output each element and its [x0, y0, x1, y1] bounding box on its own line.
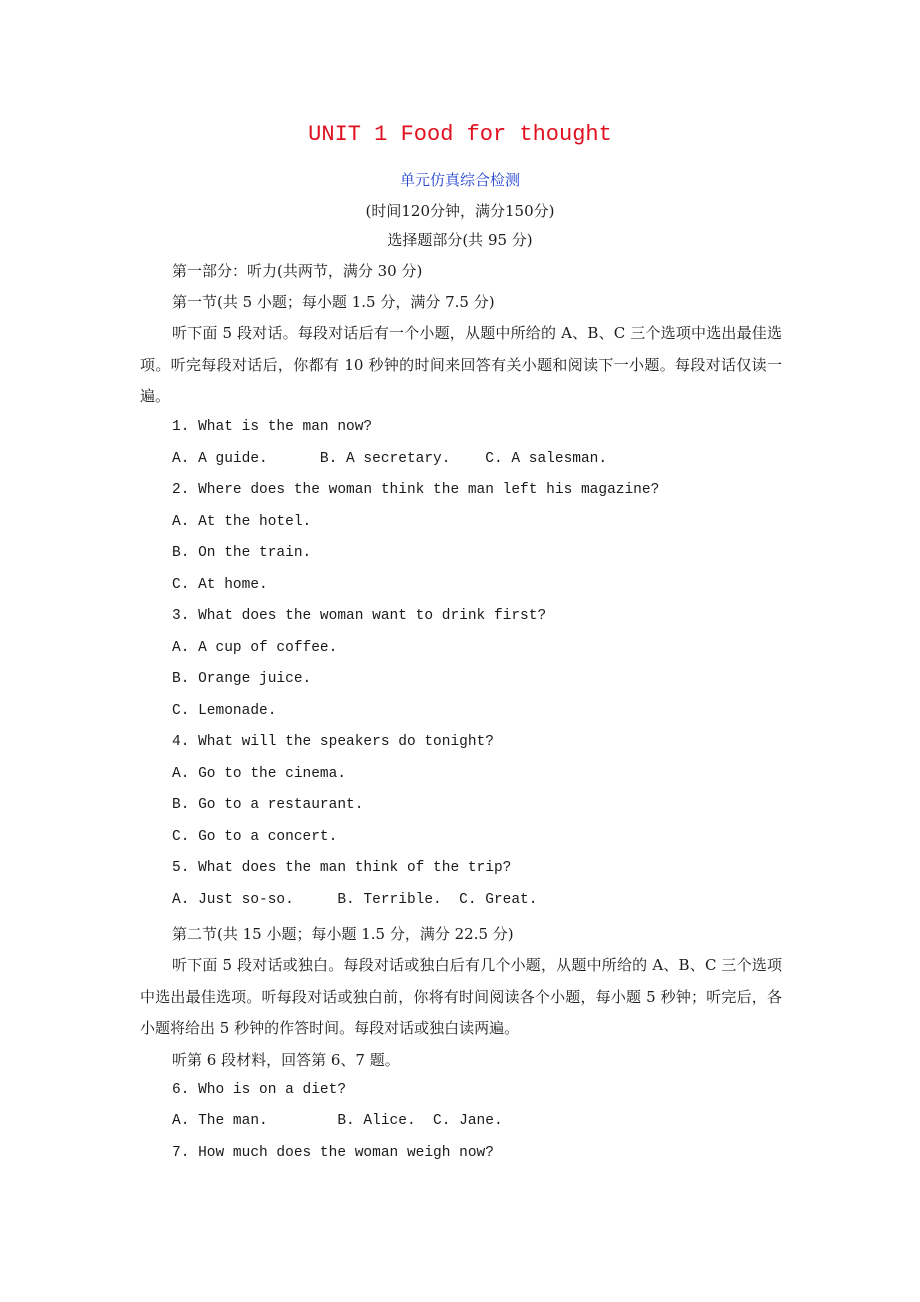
part1-heading: 第一部分：听力(共两节，满分 30 分) — [172, 262, 423, 280]
question-2-option-b: B. On the train. — [172, 545, 312, 561]
question-2-option-a: A. At the hotel. — [172, 514, 312, 530]
exam-subtitle: 单元仿真综合检测 — [399, 171, 520, 189]
section-title: 选择题部分(共 95 分) — [387, 231, 533, 249]
question-2-option-c: C. At home. — [172, 577, 268, 593]
question-4-option-a: A. Go to the cinema. — [172, 766, 347, 782]
question-6: 6. Who is on a diet? — [172, 1082, 347, 1098]
question-6-options: A. The man. B. Alice. C. Jane. — [172, 1113, 503, 1129]
question-4-option-b: B. Go to a restaurant. — [172, 797, 364, 813]
section1-heading: 第一节(共 5 小题；每小题 1.5 分，满分 7.5 分) — [172, 293, 495, 311]
question-3-option-c: C. Lemonade. — [172, 703, 277, 719]
unit-title: UNIT 1 Food for thought — [308, 122, 612, 147]
question-2: 2. Where does the woman think the man left his magazine? — [172, 482, 660, 498]
question-3-option-a: A. A cup of coffee. — [172, 640, 338, 656]
question-4-option-c: C. Go to a concert. — [172, 829, 338, 845]
question-7: 7. How much does the woman weigh now? — [172, 1145, 494, 1161]
time-note: (时间120分钟，满分150分) — [365, 202, 555, 220]
section1-instructions: 听下面 5 段对话。每段对话后有一个小题，从题中所给的 A、B、C 三个选项中选出最佳选项。听完每段对话后，你都有 10 秒钟的时间来回答有关小题和阅读下一小题。每段对话仅读一遍。 — [140, 324, 782, 405]
question-1-options: A. A guide. B. A secretary. C. A salesman. — [172, 451, 608, 467]
question-1: 1. What is the man now? — [172, 419, 373, 435]
section2-instructions: 听下面 5 段对话或独白。每段对话或独白后有几个小题，从题中所给的 A、B、C 三个选项中选出最佳选项。听每段对话或独白前，你将有时间阅读各个小题，每小题 5 秒钟；听完后，各小题将给出 5 秒钟的作答时间。每段对话或独白读两遍。 — [140, 956, 782, 1037]
section2-heading: 第二节(共 15 小题；每小题 1.5 分，满分 22.5 分) — [172, 925, 514, 943]
question-5-options: A. Just so-so. B. Terrible. C. Great. — [172, 892, 538, 908]
question-4: 4. What will the speakers do tonight? — [172, 734, 494, 750]
question-5: 5. What does the man think of the trip? — [172, 860, 512, 876]
question-3-option-b: B. Orange juice. — [172, 671, 312, 687]
material-note: 听第 6 段材料，回答第 6、7 题。 — [172, 1051, 400, 1069]
question-3: 3. What does the woman want to drink first? — [172, 608, 547, 624]
